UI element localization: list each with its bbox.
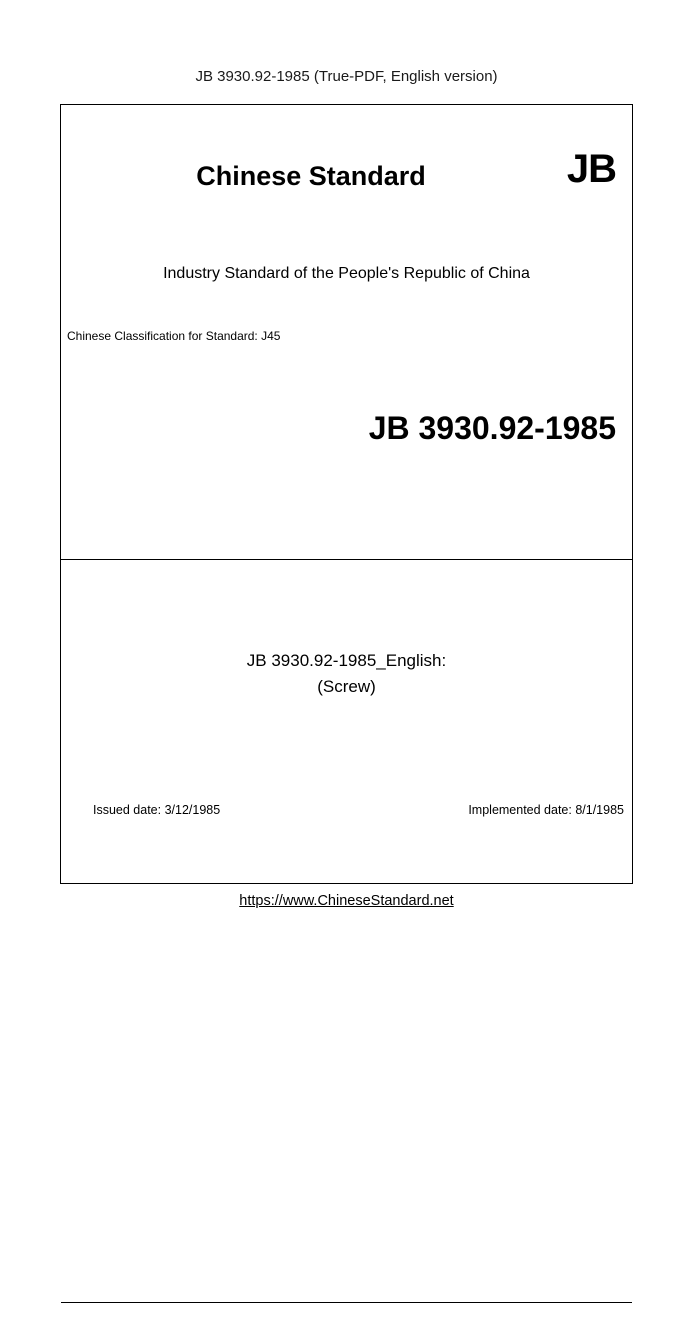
page-title: Chinese Standard	[196, 161, 426, 191]
issued-date: Issued date: 3/12/1985	[93, 803, 221, 817]
cover-lower-panel	[61, 560, 632, 847]
cover-frame	[60, 104, 633, 884]
implemented-date: Implemented date: 8/1/1985	[468, 803, 624, 817]
jb-logo-mark: JB	[566, 147, 616, 191]
standard-subtitle: Industry Standard of the People's Republic of China	[163, 265, 530, 282]
classification-code: Chinese Classification for Standard: J45	[67, 329, 281, 343]
document-title-line2: (Screw)	[317, 677, 376, 696]
cover-bottom-bar	[61, 1302, 632, 1339]
document-title-line1: JB 3930.92-1985_English:	[246, 651, 447, 670]
page-caption: JB 3930.92-1985 (True-PDF, English version)	[195, 68, 498, 85]
document-title	[61, 648, 632, 700]
website-link[interactable]: https://www.ChineseStandard.net	[239, 893, 454, 909]
cover-upper-panel	[61, 105, 632, 560]
standard-number: JB 3930.92-1985	[368, 410, 616, 446]
dates-row	[61, 803, 632, 823]
